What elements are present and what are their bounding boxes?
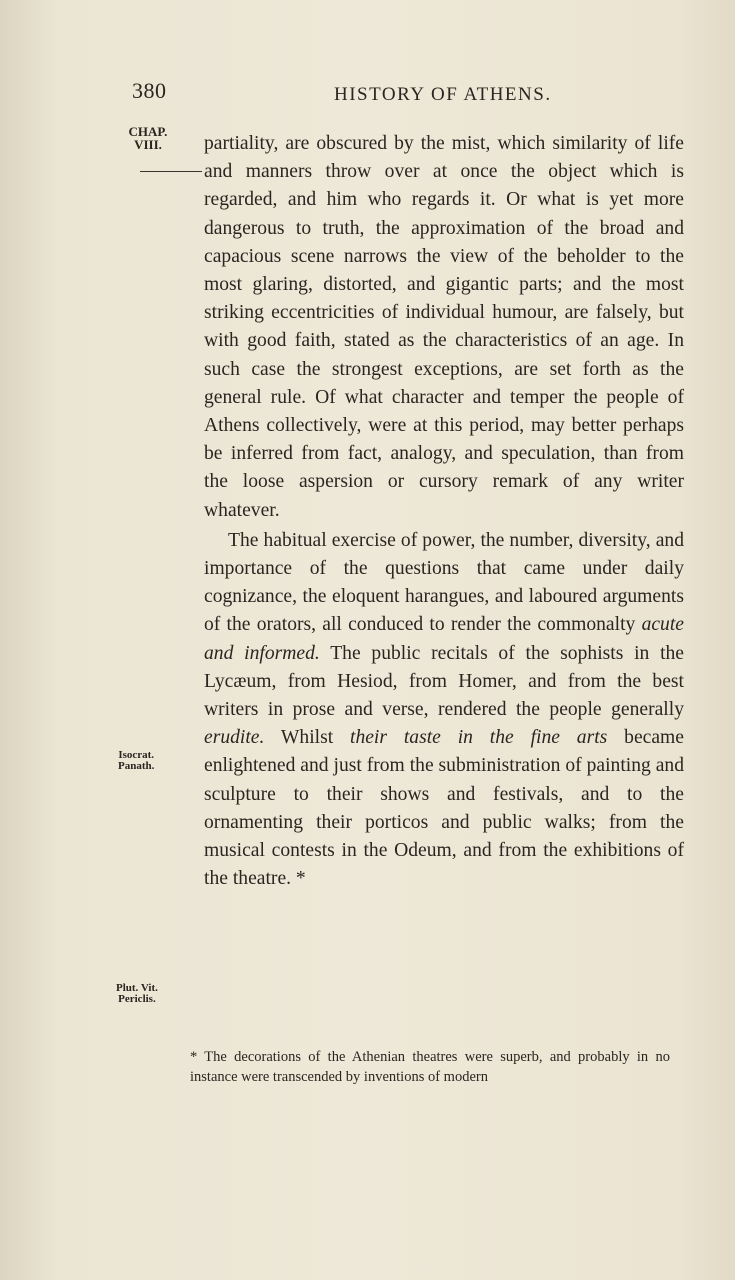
- chapter-label: CHAP.: [128, 124, 168, 139]
- marginal-note-line: Panath.: [118, 760, 155, 772]
- chapter-marker: [118, 125, 178, 151]
- marginal-note: [116, 983, 158, 1005]
- italic-run: acute and informed.: [204, 614, 684, 664]
- paragraph: [204, 527, 684, 894]
- paragraph: partiality, are obscured by the mist, which similarity of life and manners throw over at once the object which is regarded, and him who regards it. Or what is yet more dangerous to truth, the approximation of the broad and capacious scene narrows the view of the beholder to the most glaring, distorted, and gigantic parts; and the most striking eccentricities of individual humour, are falsely, but with good faith, stated as the characteristics of an age. In such case the strongest exceptions, are set forth as the general rule. Of what character and temper the people of Athens collectively, were at this period, may better perhaps be inferred from fact, analogy, and speculation, than from the loose aspersion or cursory remark of any writer whatever.: [204, 133, 684, 521]
- text-run: The habitual exercise of power, the number, diversity, and importance of the questions that came under daily cognizance, the eloquent harangues, and laboured arguments of the orators, all conduced to render the commonalty: [204, 529, 684, 636]
- text-run: became enlightened and just from the subministration of painting and sculpture to their shows and festivals, and to the ornamenting their porticos and public walks; from the musical contests in the Odeum, and from the exhibitions of the theatre. *: [204, 727, 684, 890]
- marginal-note-line: Plut. Vit.: [116, 982, 158, 994]
- chapter-number: VIII.: [134, 137, 162, 152]
- page-number: 380: [132, 78, 167, 103]
- italic-run: erudite.: [204, 727, 265, 749]
- marginal-note: [118, 750, 154, 772]
- marginal-note-line: Isocrat.: [118, 749, 155, 761]
- italic-run: their taste in the fine arts: [350, 727, 608, 749]
- body-text: [204, 130, 684, 893]
- text-run: The public recitals of the sophists in the Lycæum, from Hesiod, from Homer, and from the best writers in prose and verse, rendered the people generally: [204, 642, 685, 721]
- running-head: HISTORY OF ATHENS.: [334, 84, 552, 105]
- chapter-rule: [140, 171, 202, 172]
- marginal-note-line: Periclis.: [118, 993, 156, 1005]
- footnote: * The decorations of the Athenian theatres were superb, and probably in no instance were transcended by inventions of modern: [190, 1049, 670, 1085]
- page-header: [132, 78, 592, 110]
- text-run: Whilst: [264, 727, 350, 749]
